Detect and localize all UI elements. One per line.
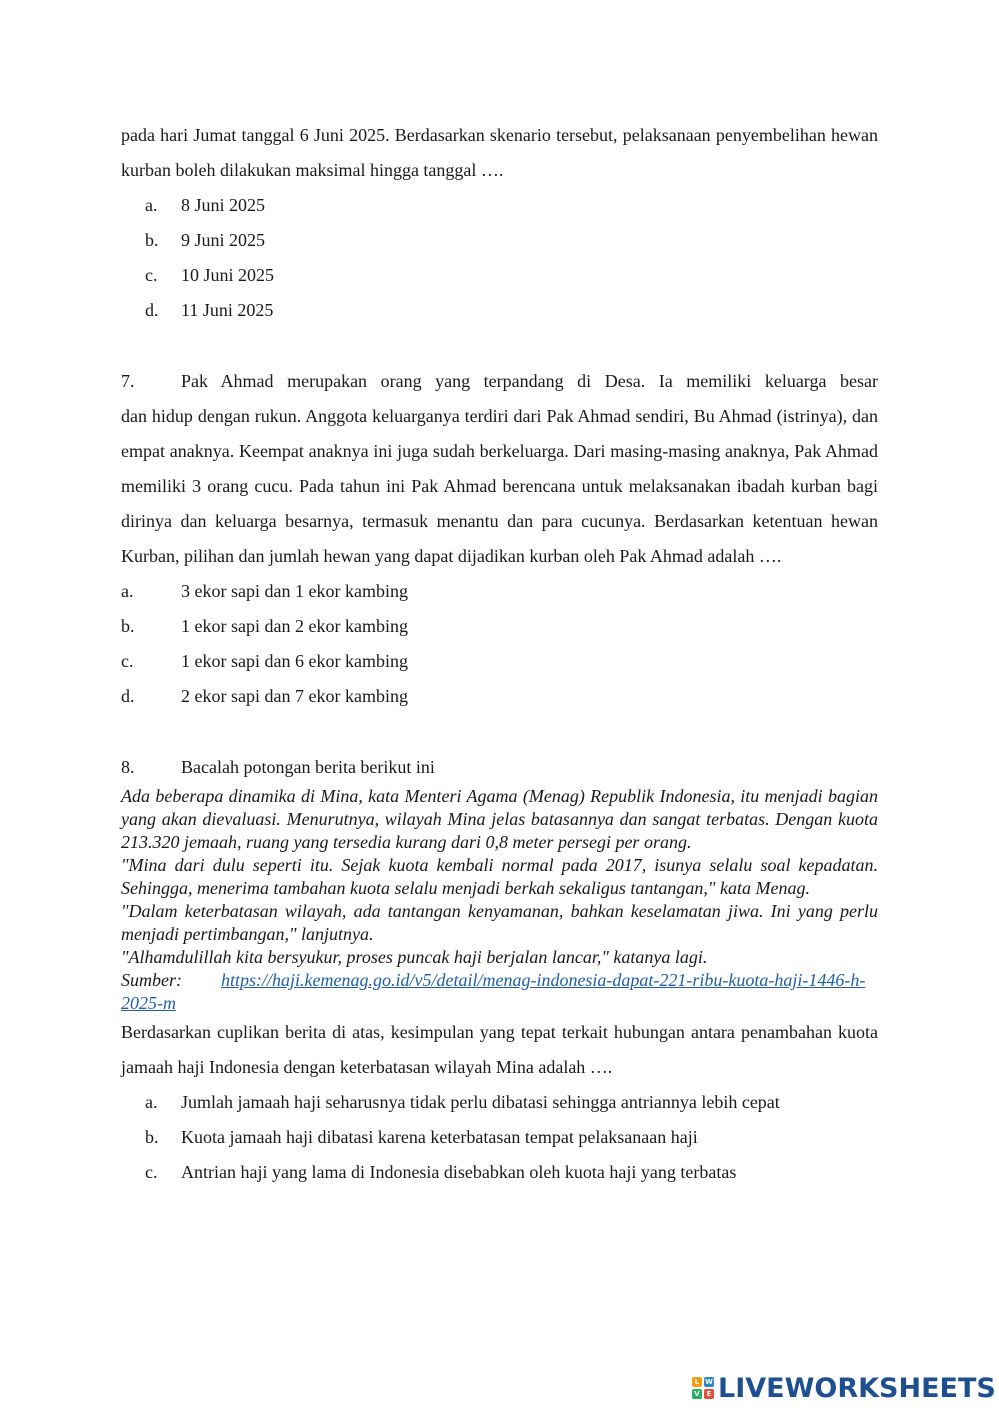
q6-options <box>121 188 878 328</box>
q7-option-a[interactable] <box>121 574 878 609</box>
spacer <box>121 328 878 364</box>
q6-option-c[interactable] <box>121 258 878 293</box>
q6-option-b[interactable] <box>121 223 878 258</box>
option-text: 3 ekor sapi dan 1 ekor kambing <box>181 581 408 601</box>
q7-number: 7. <box>121 371 135 391</box>
logo-tile-icon: W <box>705 1378 713 1386</box>
q8-options <box>121 1085 878 1190</box>
q8-option-b[interactable] <box>121 1120 878 1155</box>
option-letter: b. <box>121 616 135 636</box>
option-text: 9 Juni 2025 <box>181 230 266 250</box>
logo-tile-icon: E <box>704 1389 714 1399</box>
q7-options <box>121 574 878 714</box>
spacer <box>121 714 878 750</box>
q8-option-c[interactable] <box>121 1155 878 1190</box>
option-text: 8 Juni 2025 <box>181 195 266 215</box>
news-paragraph: "Dalam keterbatasan wilayah, ada tantangan kenyamanan, bahkan keselamatan jiwa. Ini yang perlu menjadi pertimbangan," lanjutnya. <box>121 901 878 944</box>
option-text: 1 ekor sapi dan 6 ekor kambing <box>181 651 408 671</box>
q6-intro: pada hari Jumat tanggal 6 Juni 2025. Berdasarkan skenario tersebut, pelaksanaan penyembelihan hewan kurban boleh dilakukan maksimal hingga tanggal …. <box>121 125 878 180</box>
q7-head <box>121 364 878 399</box>
option-letter: c. <box>145 1162 158 1182</box>
option-letter: c. <box>145 265 158 285</box>
source-label: Sumber: <box>121 970 182 990</box>
news-paragraph: "Mina dari dulu seperti itu. Sejak kuota kembali normal pada 2017, isunya selalu soal kepadatan. Sehingga, menerima tambahan kuota selalu menjadi berkah sekaligus tantangan," kata Menag. <box>121 855 878 898</box>
q7-option-c[interactable] <box>121 644 878 679</box>
option-text: 1 ekor sapi dan 2 ekor kambing <box>181 616 408 636</box>
q7-option-d[interactable] <box>121 679 878 714</box>
logo-tile-icon: V <box>692 1389 702 1399</box>
logo-text: LIVEWORKSHEETS <box>718 1372 996 1404</box>
news-excerpt <box>121 785 878 1015</box>
option-letter: c. <box>121 651 134 671</box>
liveworksheets-logo[interactable] <box>692 1371 996 1405</box>
source-link[interactable]: https://haji.kemenag.go.id/v5/detail/menag-indonesia-dapat-221-ribu-kuota-haji-1446-h-2025-m <box>121 970 866 1013</box>
q7-option-b[interactable] <box>121 609 878 644</box>
option-letter: d. <box>145 300 159 320</box>
option-letter: a. <box>145 1092 158 1112</box>
q8-question: Berdasarkan cuplikan berita di atas, kesimpulan yang tepat terkait hubungan antara penambahan kuota jamaah haji Indonesia dengan keterbatasan wilayah Mina adalah …. <box>121 1022 878 1077</box>
q8-option-a[interactable] <box>121 1085 878 1120</box>
q6-option-a[interactable] <box>121 188 878 223</box>
option-letter: d. <box>121 686 135 706</box>
q7-first-line: Pak Ahmad merupakan orang yang terpandang di Desa. Ia memiliki keluarga besar <box>181 371 878 391</box>
news-paragraph: Ada beberapa dinamika di Mina, kata Menteri Agama (Menag) Republik Indonesia, itu menjadi bagian yang akan dievaluasi. Menurutnya, wilayah Mina jelas batasannya dan sangat terbatas. Dengan kuota 213.320 jemaah, ruang yang tersedia kurang dari 0,8 meter persegi per orang. <box>121 786 878 852</box>
logo-icon <box>692 1377 714 1399</box>
option-letter: a. <box>145 195 158 215</box>
option-letter: a. <box>121 581 134 601</box>
option-letter: b. <box>145 230 159 250</box>
worksheet-page <box>121 118 878 1190</box>
q8-head <box>121 750 878 785</box>
option-letter: b. <box>145 1127 159 1147</box>
option-text: 10 Juni 2025 <box>181 265 275 285</box>
option-text: Antrian haji yang lama di Indonesia disebabkan oleh kuota haji yang terbatas <box>181 1162 737 1182</box>
option-text: Kuota jamaah haji dibatasi karena keterbatasan tempat pelaksanaan haji <box>181 1127 698 1147</box>
option-text: Jumlah jamaah haji seharusnya tidak perlu dibatasi sehingga antriannya lebih cepat <box>181 1092 780 1112</box>
q8-heading: Bacalah potongan berita berikut ini <box>181 757 435 777</box>
logo-tile-icon: L <box>692 1377 702 1387</box>
q8-number: 8. <box>121 757 135 777</box>
q7-body: dan hidup dengan rukun. Anggota keluarganya terdiri dari Pak Ahmad sendiri, Bu Ahmad (istrinya), dan empat anaknya. Keempat anaknya ini juga sudah berkeluarga. Dari masing-masing anaknya, Pak Ahmad memiliki 3 orang cucu. Pada tahun ini Pak Ahmad berencana untuk melaksanakan ibadah kurban bagi dirinya dan keluarga besarnya, termasuk menantu dan para cucunya. Berdasarkan ketentuan hewan Kurban, pilihan dan jumlah hewan yang dapat dijadikan kurban oleh Pak Ahmad adalah …. <box>121 406 878 566</box>
news-paragraph: "Alhamdulillah kita bersyukur, proses puncak haji berjalan lancar," katanya lagi. <box>121 947 708 967</box>
option-text: 2 ekor sapi dan 7 ekor kambing <box>181 686 408 706</box>
option-text: 11 Juni 2025 <box>181 300 274 320</box>
news-source <box>121 969 878 1015</box>
q6-option-d[interactable] <box>121 293 878 328</box>
